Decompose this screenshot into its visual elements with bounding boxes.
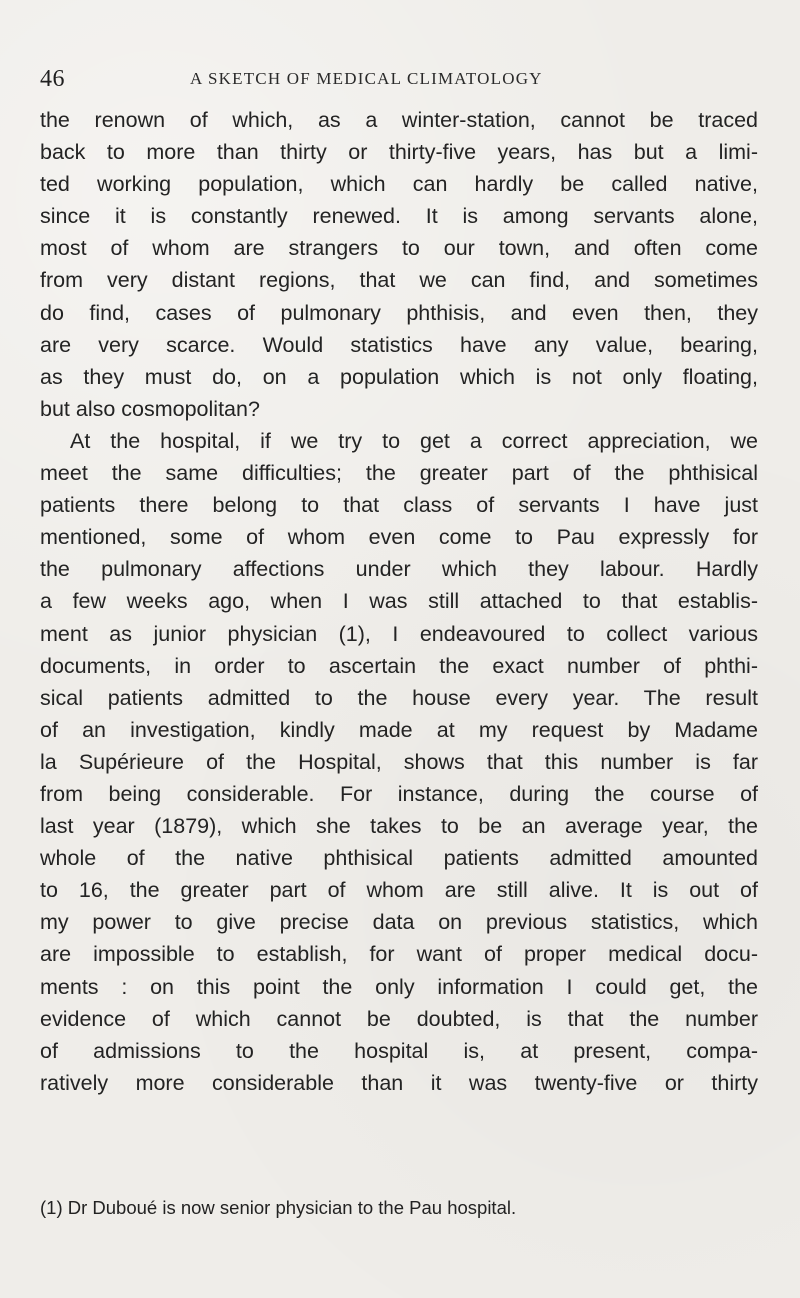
text-line: are impossible to establish, for want of proper medical docu-	[40, 942, 758, 967]
text-line: the renown of which, as a winter-station, cannot be traced	[40, 108, 758, 132]
text-line: are very scarce. Would statistics have any value, bearing,	[40, 332, 758, 357]
text-line: back to more than thirty or thirty-five years, has but a limi-	[40, 140, 758, 165]
text-line: of admissions to the hospital is, at present, compa-	[40, 1038, 758, 1063]
footnote	[40, 1196, 758, 1220]
text-line: but also cosmopolitan?	[40, 396, 260, 421]
text-line: documents, in order to ascertain the exact number of phthi-	[40, 653, 758, 678]
text-line: do find, cases of pulmonary phthisis, and even then, they	[40, 300, 758, 325]
text-line: At the hospital, if we try to get a correct appreciation, we	[70, 428, 758, 453]
text-line: sical patients admitted to the house every year. The result	[40, 685, 758, 710]
text-line: most of whom are strangers to our town, and often come	[40, 236, 758, 261]
text-line: the pulmonary affections under which they labour. Hardly	[40, 557, 758, 582]
text-line: of an investigation, kindly made at my request by Madame	[40, 717, 758, 742]
text-line: last year (1879), which she takes to be an average year, the	[40, 814, 758, 839]
text-line: ted working population, which can hardly be called native,	[40, 172, 758, 197]
text-line: a few weeks ago, when I was still attached to that establis-	[40, 589, 758, 614]
text-line: evidence of which cannot be doubted, is that the number	[40, 1006, 758, 1031]
text-line: ments : on this point the only information I could get, the	[40, 974, 758, 999]
body-text	[40, 104, 758, 1099]
text-line: since it is constantly renewed. It is among servants alone,	[40, 204, 758, 229]
footnote-text: (1) Dr Duboué is now senior physician to the Pau hospital.	[40, 1197, 517, 1218]
text-line: from very distant regions, that we can find, and sometimes	[40, 268, 758, 293]
text-line: to 16, the greater part of whom are still alive. It is out of	[40, 878, 758, 903]
text-line: mentioned, some of whom even come to Pau expressly for	[40, 525, 758, 550]
text-line: whole of the native phthisical patients admitted amounted	[40, 846, 758, 871]
page-header	[40, 66, 760, 96]
text-line: ratively more considerable than it was twenty-five or thirty	[40, 1070, 758, 1095]
text-line: as they must do, on a population which is not only floating,	[40, 364, 758, 389]
running-title: A SKETCH OF MEDICAL CLIMATOLOGY	[190, 69, 543, 88]
page-number: 46	[40, 66, 65, 92]
text-line: meet the same difficulties; the greater part of the phthisical	[40, 461, 758, 486]
text-line: my power to give precise data on previous statistics, which	[40, 910, 758, 935]
text-line: patients there belong to that class of servants I have just	[40, 493, 758, 518]
text-line: ment as junior physician (1), I endeavoured to collect various	[40, 621, 758, 646]
text-line: from being considerable. For instance, during the course of	[40, 781, 758, 806]
text-line: la Supérieure of the Hospital, shows that this number is far	[40, 749, 758, 774]
